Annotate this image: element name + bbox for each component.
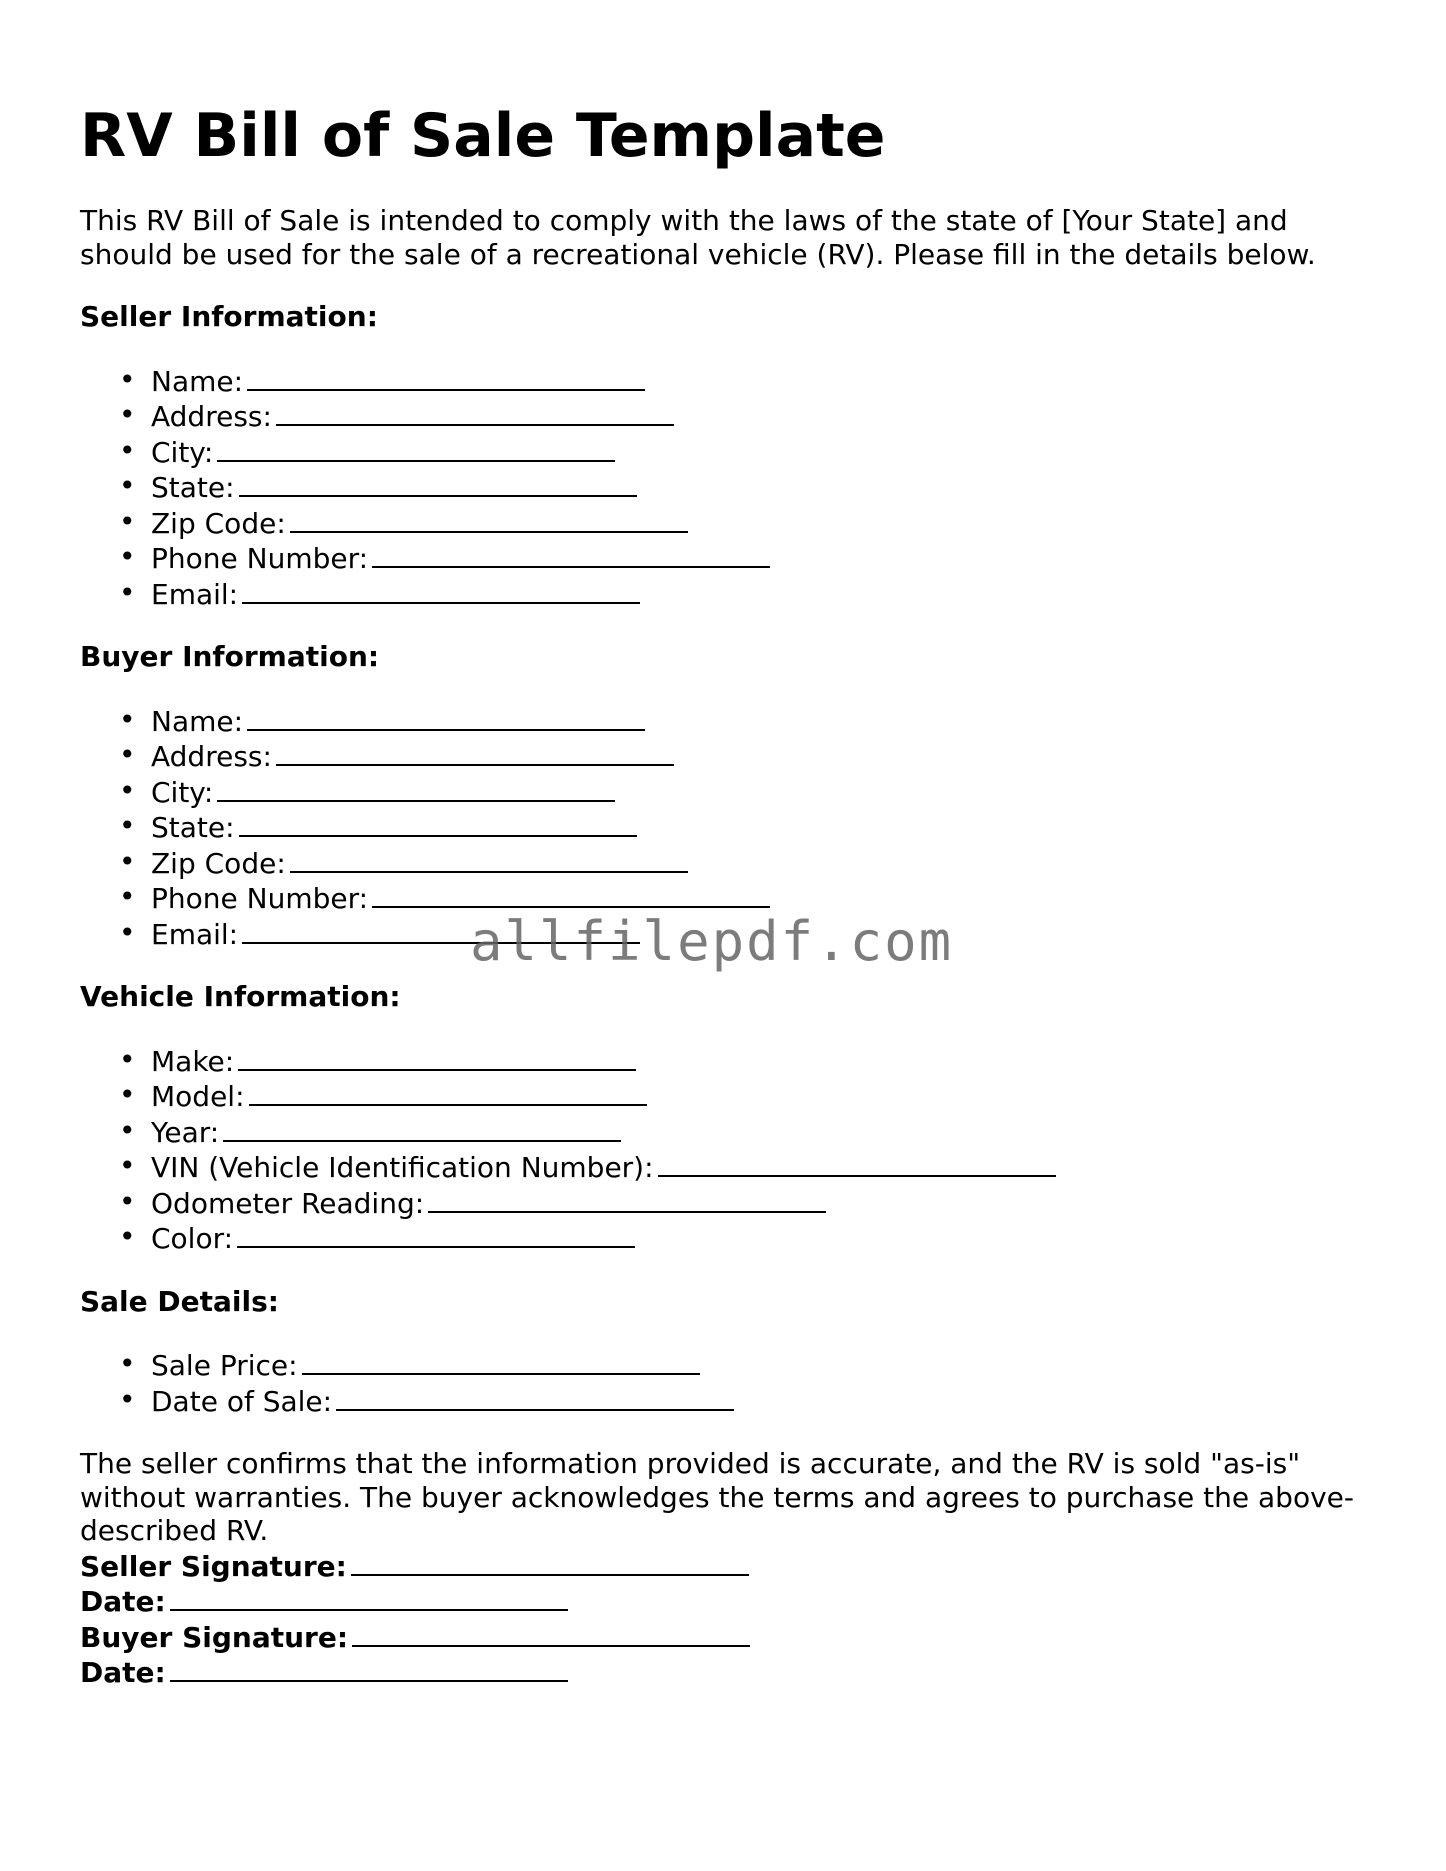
buyer-date-label: Date: xyxy=(80,1656,166,1689)
fill-in-line[interactable] xyxy=(276,398,674,426)
fill-in-line[interactable] xyxy=(239,469,637,497)
field-label: Email: xyxy=(151,577,239,611)
seller-signature-label: Seller Signature: xyxy=(80,1549,347,1583)
seller-date-label: Date: xyxy=(80,1585,166,1618)
fill-in-line[interactable] xyxy=(336,1383,734,1411)
seller-field-email: • Email: xyxy=(151,576,1380,612)
field-label: Phone Number: xyxy=(151,542,369,575)
seller-signature-line[interactable] xyxy=(351,1548,749,1576)
seller-field-zip: • Zip Code: xyxy=(151,505,1380,541)
fill-in-line[interactable] xyxy=(276,738,674,766)
seller-field-name: • Name: xyxy=(151,363,1380,399)
fill-in-line[interactable] xyxy=(658,1149,1056,1177)
field-label: Date of Sale: xyxy=(151,1384,333,1418)
seller-field-address: • Address: xyxy=(151,398,1380,434)
vehicle-field-model: • Model: xyxy=(151,1078,1380,1114)
seller-field-phone: • Phone Number: xyxy=(151,540,1380,576)
field-label: Name: xyxy=(151,704,244,738)
field-label: Color: xyxy=(151,1222,234,1255)
field-label: Odometer Reading: xyxy=(151,1186,425,1220)
field-label: Name: xyxy=(151,364,244,398)
field-label: City: xyxy=(151,435,214,469)
fill-in-line[interactable] xyxy=(247,703,645,731)
fill-in-line[interactable] xyxy=(428,1185,826,1213)
seller-date-row xyxy=(80,1583,1380,1619)
fill-in-line[interactable] xyxy=(239,809,637,837)
sale-heading: Sale Details: xyxy=(80,1284,279,1318)
seller-field-city: • City: xyxy=(151,434,1380,470)
buyer-signature-label: Buyer Signature: xyxy=(80,1620,349,1654)
buyer-signature-line[interactable] xyxy=(352,1619,750,1647)
fill-in-line[interactable] xyxy=(217,774,615,802)
field-label: Zip Code: xyxy=(151,506,286,540)
fill-in-line[interactable] xyxy=(238,1043,636,1071)
field-label: Make: xyxy=(151,1044,235,1078)
field-label: Zip Code: xyxy=(151,846,286,880)
watermark: allfilepdf.com xyxy=(470,910,954,973)
buyer-signature-row xyxy=(80,1619,1380,1655)
seller-field-list xyxy=(80,363,1380,612)
field-label: VIN (Vehicle Identification Number): xyxy=(151,1151,654,1184)
fill-in-line[interactable] xyxy=(372,880,770,908)
buyer-field-phone: • Phone Number: xyxy=(151,880,1380,916)
seller-signature-row xyxy=(80,1548,1380,1584)
fill-in-line[interactable] xyxy=(242,576,640,604)
sale-field-date: • Date of Sale: xyxy=(151,1383,1380,1419)
field-label: Email: xyxy=(151,917,239,951)
fill-in-line[interactable] xyxy=(290,505,688,533)
fill-in-line[interactable] xyxy=(302,1347,700,1375)
seller-heading: Seller Information: xyxy=(80,300,378,333)
field-label: Year: xyxy=(151,1115,220,1149)
field-label: State: xyxy=(151,471,235,504)
buyer-field-city: • City: xyxy=(151,774,1380,810)
field-label: Address: xyxy=(151,740,272,773)
buyer-date-line[interactable] xyxy=(170,1654,568,1682)
field-label: Sale Price: xyxy=(151,1349,298,1382)
buyer-date-row xyxy=(80,1654,1380,1690)
fill-in-line[interactable] xyxy=(290,845,688,873)
field-label: Model: xyxy=(151,1080,245,1113)
field-label: Phone Number: xyxy=(151,882,369,915)
sale-field-list xyxy=(80,1347,1380,1418)
fill-in-line[interactable] xyxy=(237,1220,635,1248)
vehicle-field-color: • Color: xyxy=(151,1220,1380,1256)
page-title: RV Bill of Sale Template xyxy=(80,101,886,171)
seller-field-state: • State: xyxy=(151,469,1380,505)
fill-in-line[interactable] xyxy=(247,363,645,391)
vehicle-field-make: • Make: xyxy=(151,1043,1380,1079)
fill-in-line[interactable] xyxy=(372,540,770,568)
seller-date-line[interactable] xyxy=(170,1583,568,1611)
buyer-field-name: • Name: xyxy=(151,703,1380,739)
buyer-heading: Buyer Information: xyxy=(80,640,380,673)
sale-field-price: • Sale Price: xyxy=(151,1347,1380,1383)
buyer-field-email: • Email: xyxy=(151,916,1380,952)
fill-in-line[interactable] xyxy=(217,434,615,462)
vehicle-field-list xyxy=(80,1043,1380,1256)
buyer-field-state: • State: xyxy=(151,809,1380,845)
field-label: Address: xyxy=(151,400,272,433)
fill-in-line[interactable] xyxy=(249,1078,647,1106)
field-label: State: xyxy=(151,811,235,844)
closing-paragraph: The seller confirms that the information provided is accurate, and the RV is sold "as-is" without warranties. The buyer acknowledges the terms and agrees to purchase the above-described RV. xyxy=(80,1447,1354,1547)
vehicle-field-year: • Year: xyxy=(151,1114,1380,1150)
buyer-field-address: • Address: xyxy=(151,738,1380,774)
document-page xyxy=(80,96,1380,1690)
vehicle-field-vin: • VIN (Vehicle Identification Number): xyxy=(151,1149,1380,1185)
vehicle-field-odometer: • Odometer Reading: xyxy=(151,1185,1380,1221)
vehicle-heading: Vehicle Information: xyxy=(80,980,401,1013)
buyer-field-zip: • Zip Code: xyxy=(151,845,1380,881)
fill-in-line[interactable] xyxy=(223,1114,621,1142)
intro-paragraph: This RV Bill of Sale is intended to comply with the laws of the state of [Your State] and should be used for the sale of a recreational vehicle (RV). Please fill in the details below. xyxy=(80,204,1316,271)
field-label: City: xyxy=(151,775,214,809)
